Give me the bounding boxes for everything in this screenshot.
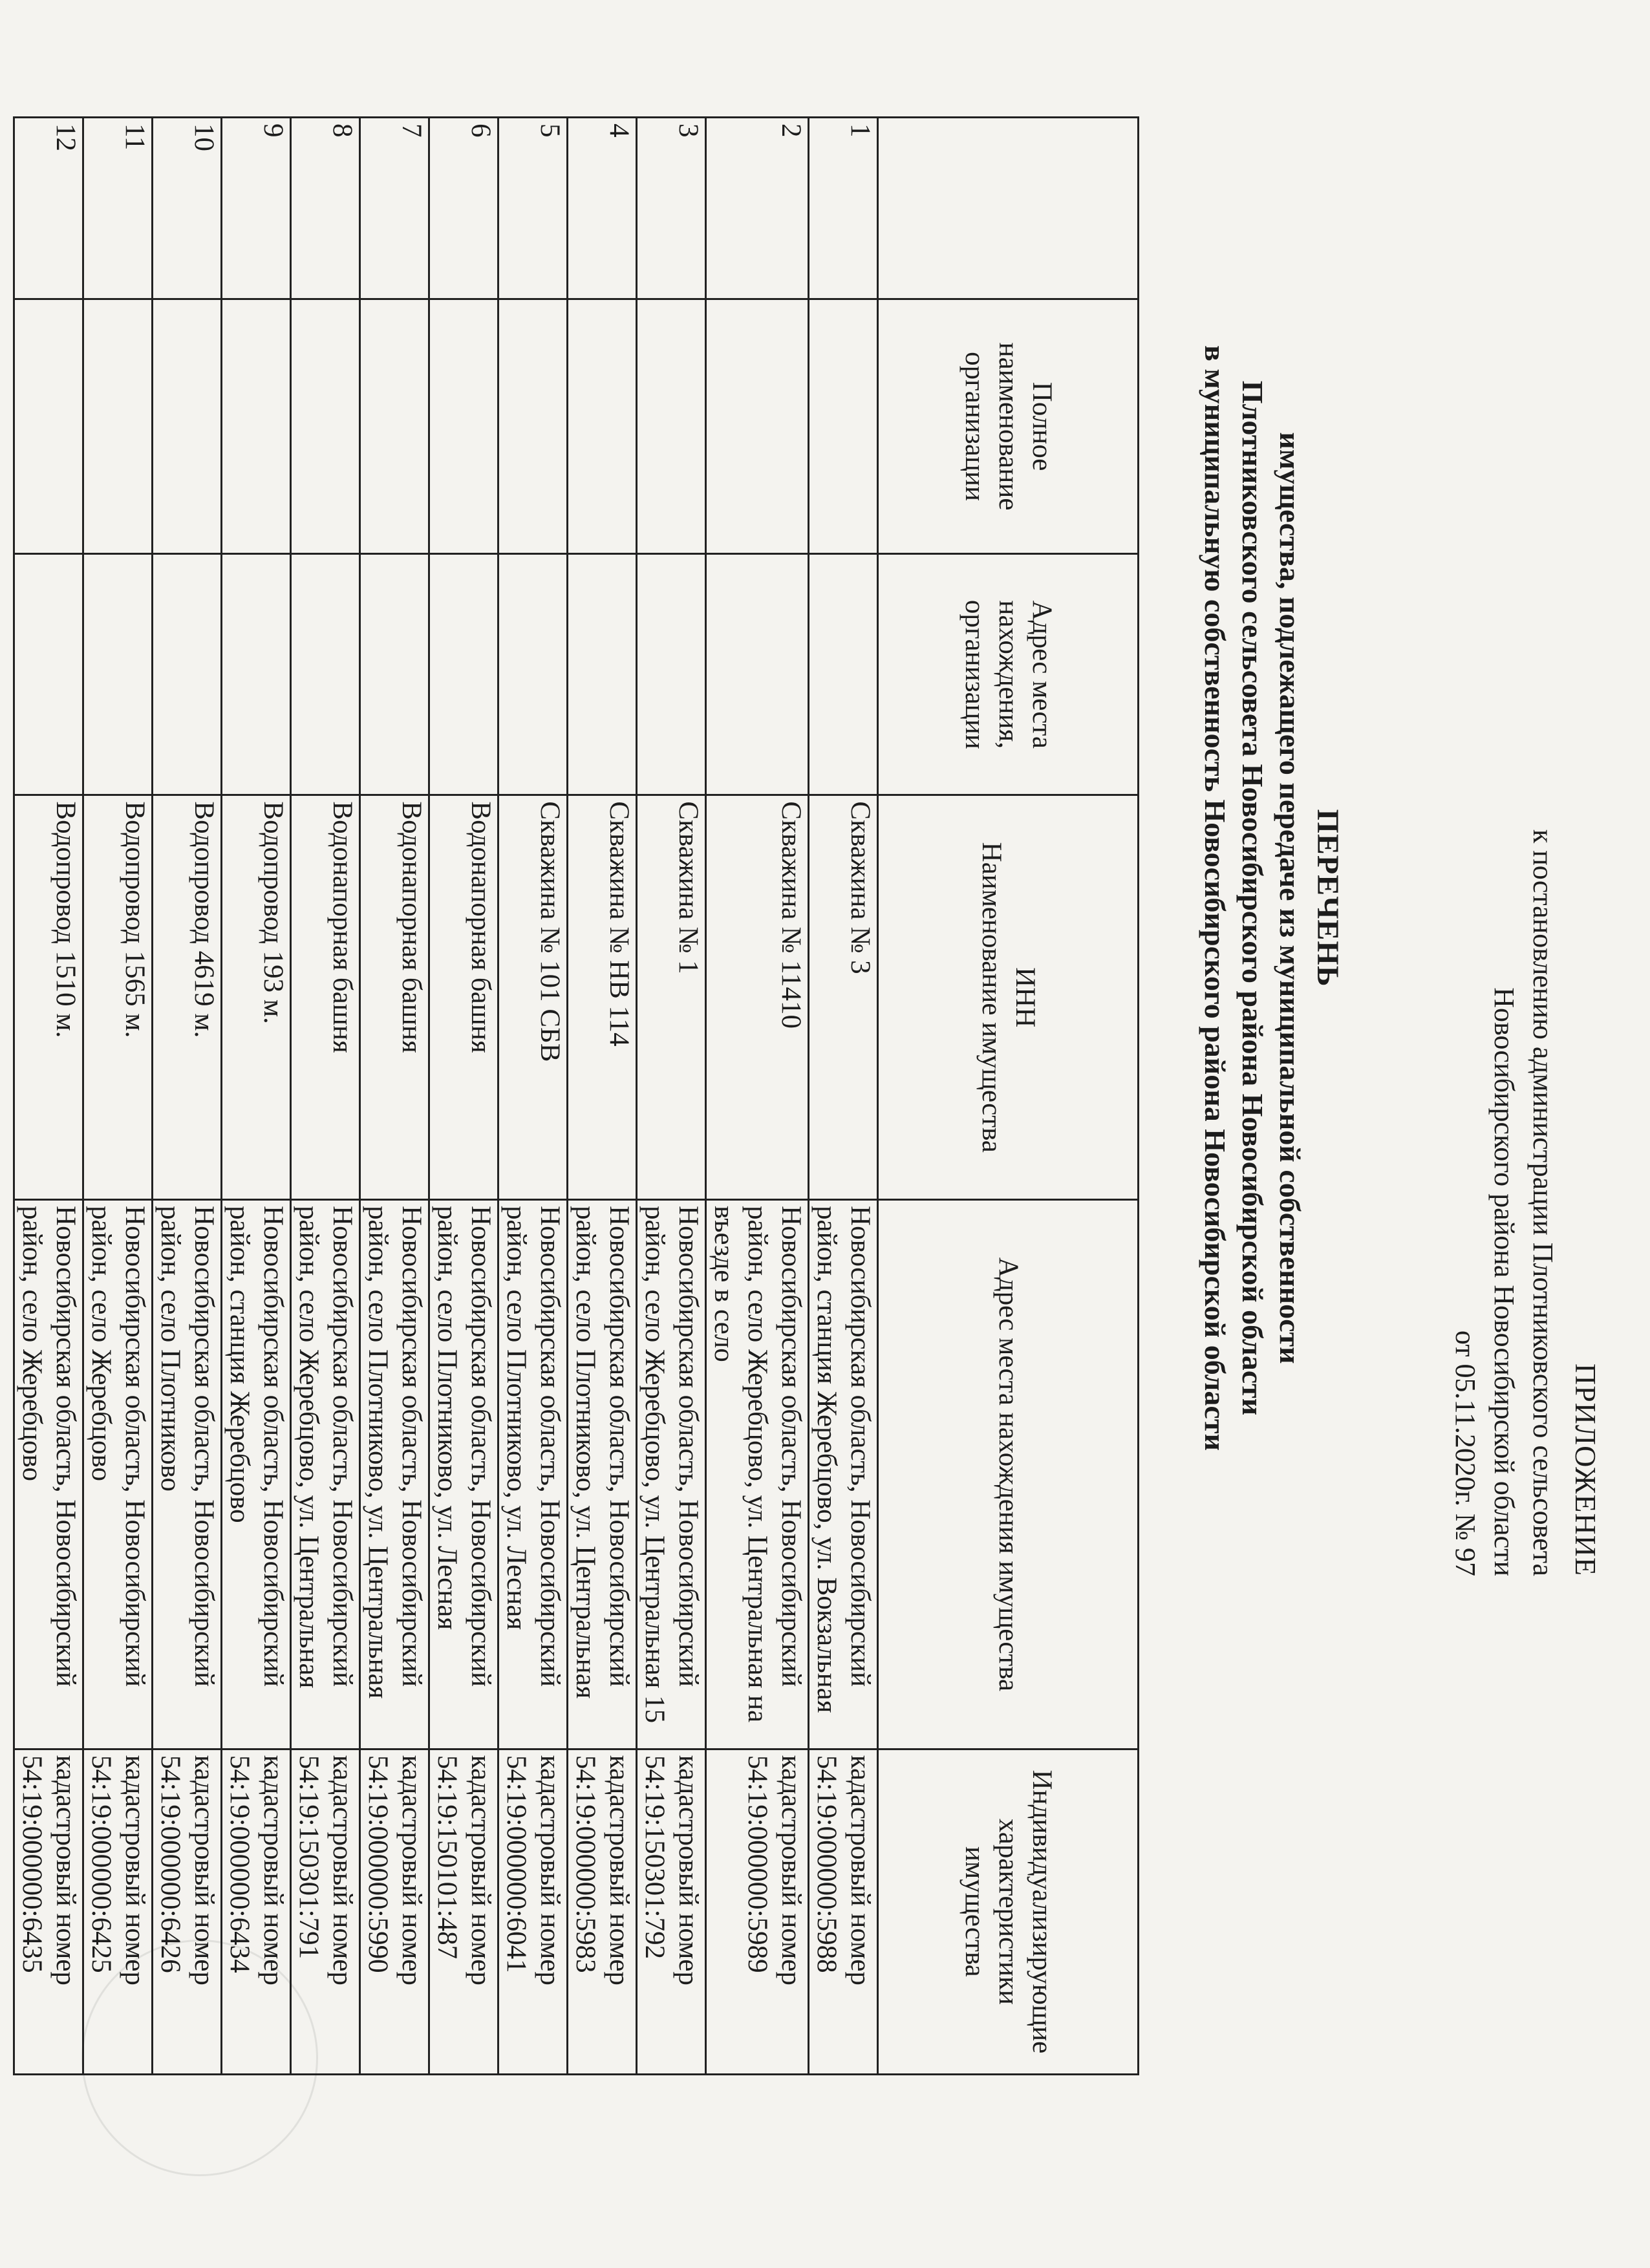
property-address-cell: Новосибирская область, Новосибирский район, село Плотниково, ул. Центральная	[568, 1200, 637, 1749]
org-name-cell	[153, 299, 222, 553]
title-heading: ПЕРЕЧЕНЬ	[1311, 809, 1345, 987]
title-line-1: имущества, подлежащего передаче из муниципальной собственности	[1274, 432, 1307, 1364]
org-address-cell	[153, 554, 222, 795]
org-name-cell	[429, 299, 498, 553]
table-row	[291, 118, 360, 2075]
characteristics-cell: кадастровый номер 54:19:000000:6426	[153, 1749, 222, 2074]
property-name-cell: Скважина № 11410	[706, 795, 809, 1200]
column-header-characteristics: Индивидуализирующие характеристики имущества	[878, 1749, 1139, 2074]
org-name-cell	[809, 299, 878, 553]
org-name-cell	[83, 299, 153, 553]
org-address-cell	[568, 554, 637, 795]
property-address-cell: Новосибирская область, Новосибирский район, село Жеребцово, ул. Центральная 15	[637, 1200, 706, 1749]
characteristics-cell: кадастровый номер 54:19:000000:5989	[706, 1749, 809, 2074]
org-address-cell	[83, 554, 153, 795]
property-address-cell: Новосибирская область, Новосибирский район, село Жеребцово, ул. Центральная на въезде в село	[706, 1200, 809, 1749]
row-number: 2	[706, 118, 809, 299]
document-title	[1196, 181, 1346, 1615]
property-name-cell: Скважина № 1	[637, 795, 706, 1200]
characteristics-cell: кадастровый номер 54:19:000000:6041	[498, 1749, 568, 2074]
org-name-cell	[706, 299, 809, 553]
row-number: 11	[83, 118, 153, 299]
appendix-line-1: к постановлению администрации Плотниковского сельсовета	[1527, 829, 1559, 1576]
table-row	[14, 118, 83, 2075]
table-row	[568, 118, 637, 2075]
table-header-row	[878, 118, 1139, 2075]
property-address-cell: Новосибирская область, Новосибирский район, село Плотниково	[153, 1200, 222, 1749]
characteristics-cell: кадастровый номер 54:19:000000:5990	[360, 1749, 429, 2074]
org-name-cell	[637, 299, 706, 553]
property-name-cell: Водонапорная башня	[291, 795, 360, 1200]
characteristics-cell: кадастровый номер 54:19:000000:6435	[14, 1749, 83, 2074]
column-header-property-name: Наименование имущества	[976, 842, 1007, 1153]
row-number: 5	[498, 118, 568, 299]
property-name-cell: Скважина № 3	[809, 795, 878, 1200]
characteristics-cell: кадастровый номер 54:19:150101:487	[429, 1749, 498, 2074]
table-row	[706, 118, 809, 2075]
property-name-cell: Водопровод 4619 м.	[153, 795, 222, 1200]
property-name-cell: Скважина № 101 СБВ	[498, 795, 568, 1200]
org-address-cell	[429, 554, 498, 795]
property-address-cell: Новосибирская область, Новосибирский район, село Плотниково, ул. Центральная	[360, 1200, 429, 1749]
column-header-property-address: Адрес места нахождения имущества	[878, 1200, 1139, 1749]
org-address-cell	[14, 554, 83, 795]
table-row	[809, 118, 878, 2075]
appendix-line-3: от 05.11.2020г. № 97	[1450, 1330, 1481, 1576]
property-address-cell: Новосибирская область, Новосибирский район, село Жеребцово	[83, 1200, 153, 1749]
org-address-cell	[222, 554, 291, 795]
org-name-cell	[568, 299, 637, 553]
column-header-inn: ИНН	[1010, 967, 1040, 1028]
column-header-org-address	[878, 554, 1139, 795]
table-row	[637, 118, 706, 2075]
org-name-cell	[291, 299, 360, 553]
org-name-cell	[360, 299, 429, 553]
row-number: 8	[291, 118, 360, 299]
row-number: 6	[429, 118, 498, 299]
characteristics-cell: кадастровый номер 54:19:150301:792	[637, 1749, 706, 2074]
org-address-cell	[498, 554, 568, 795]
title-line-3: в муниципальную собственность Новосибирского района Новосибирской области	[1199, 345, 1232, 1451]
org-address-cell	[360, 554, 429, 795]
org-name-cell	[14, 299, 83, 553]
org-address-cell	[637, 554, 706, 795]
property-name-cell: Водопровод 1565 м.	[83, 795, 153, 1200]
characteristics-cell: кадастровый номер 54:19:000000:5983	[568, 1749, 637, 2074]
row-number: 1	[809, 118, 878, 299]
table-row	[498, 118, 568, 2075]
characteristics-cell: кадастровый номер 54:19:000000:5988	[809, 1749, 878, 2074]
org-name-cell	[498, 299, 568, 553]
org-address-cell	[291, 554, 360, 795]
table-row	[222, 118, 291, 2075]
table-row	[429, 118, 498, 2075]
property-address-cell: Новосибирская область, Новосибирский район, село Плотниково, ул. Лесная	[429, 1200, 498, 1749]
org-name-cell	[222, 299, 291, 553]
property-address-cell: Новосибирская область, Новосибирский район, село Плотниково, ул. Лесная	[498, 1200, 568, 1749]
row-number: 12	[14, 118, 83, 299]
column-header-number	[878, 118, 1139, 299]
property-address-cell: Новосибирская область, Новосибирский район, станция Жеребцово	[222, 1200, 291, 1749]
property-name-cell: Водопровод 193 м.	[222, 795, 291, 1200]
property-name-cell: Скважина № НВ 114	[568, 795, 637, 1200]
table-row	[360, 118, 429, 2075]
property-address-cell: Новосибирская область, Новосибирский район, станция Жеребцово, ул. Вокзальная	[809, 1200, 878, 1749]
property-address-cell: Новосибирская область, Новосибирский район, село Жеребцово, ул. Центральная	[291, 1200, 360, 1749]
column-header-inn-and-property-name	[878, 795, 1139, 1200]
characteristics-cell: кадастровый номер 54:19:000000:6425	[83, 1749, 153, 2074]
property-name-cell: Водонапорная башня	[429, 795, 498, 1200]
row-number: 9	[222, 118, 291, 299]
column-header-org-address-text: Адрес места нахождения, организации	[959, 599, 1057, 749]
row-number: 3	[637, 118, 706, 299]
org-address-cell	[706, 554, 809, 795]
property-table	[13, 116, 1139, 2075]
property-name-cell: Водонапорная башня	[360, 795, 429, 1200]
table-body	[14, 118, 878, 2075]
table-row	[153, 118, 222, 2075]
appendix-label: ПРИЛОЖЕНИЕ	[1569, 1363, 1602, 1576]
appendix-header	[1446, 829, 1605, 1576]
characteristics-cell: кадастровый номер 54:19:150301:791	[291, 1749, 360, 2074]
appendix-line-2: Новосибирского района Новосибирской области	[1488, 987, 1520, 1576]
row-number: 10	[153, 118, 222, 299]
org-address-cell	[809, 554, 878, 795]
table-row	[83, 118, 153, 2075]
property-address-cell: Новосибирская область, Новосибирский район, село Жеребцово	[14, 1200, 83, 1749]
column-header-org-name: Полное наименование организации	[878, 299, 1139, 553]
characteristics-cell: кадастровый номер 54:19:000000:6434	[222, 1749, 291, 2074]
row-number: 4	[568, 118, 637, 299]
property-name-cell: Водопровод 1510 м.	[14, 795, 83, 1200]
title-line-2: Плотниковского сельсовета Новосибирского района Новосибирской области	[1236, 380, 1269, 1416]
row-number: 7	[360, 118, 429, 299]
